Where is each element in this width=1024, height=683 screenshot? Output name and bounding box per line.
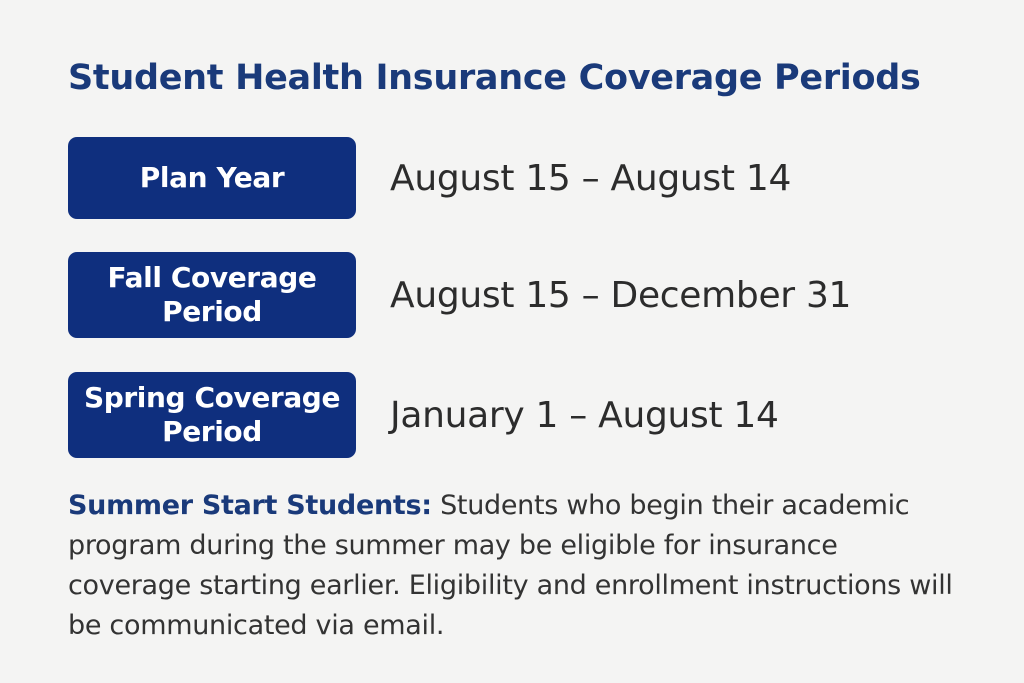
summer-start-note [68, 486, 968, 646]
spring-coverage-dates: January 1 – August 14 [390, 394, 779, 436]
fall-coverage-row [68, 252, 851, 338]
plan-year-dates: August 15 – August 14 [390, 157, 792, 199]
spring-coverage-label: Spring Coverage Period [68, 372, 356, 458]
fall-coverage-dates: August 15 – December 31 [390, 274, 852, 316]
page-title: Student Health Insurance Coverage Periods [68, 58, 921, 98]
spring-coverage-row [68, 372, 779, 458]
plan-year-label: Plan Year [68, 137, 356, 219]
summer-start-body: Students who begin their academic program during the summer may be eligible for insurance coverage starting earlier. Eligibility and enrollment instructions will be communicated via email. [68, 490, 953, 641]
plan-year-row [68, 137, 791, 219]
fall-coverage-label: Fall Coverage Period [68, 252, 356, 338]
summer-start-heading: Summer Start Students: [68, 490, 432, 521]
